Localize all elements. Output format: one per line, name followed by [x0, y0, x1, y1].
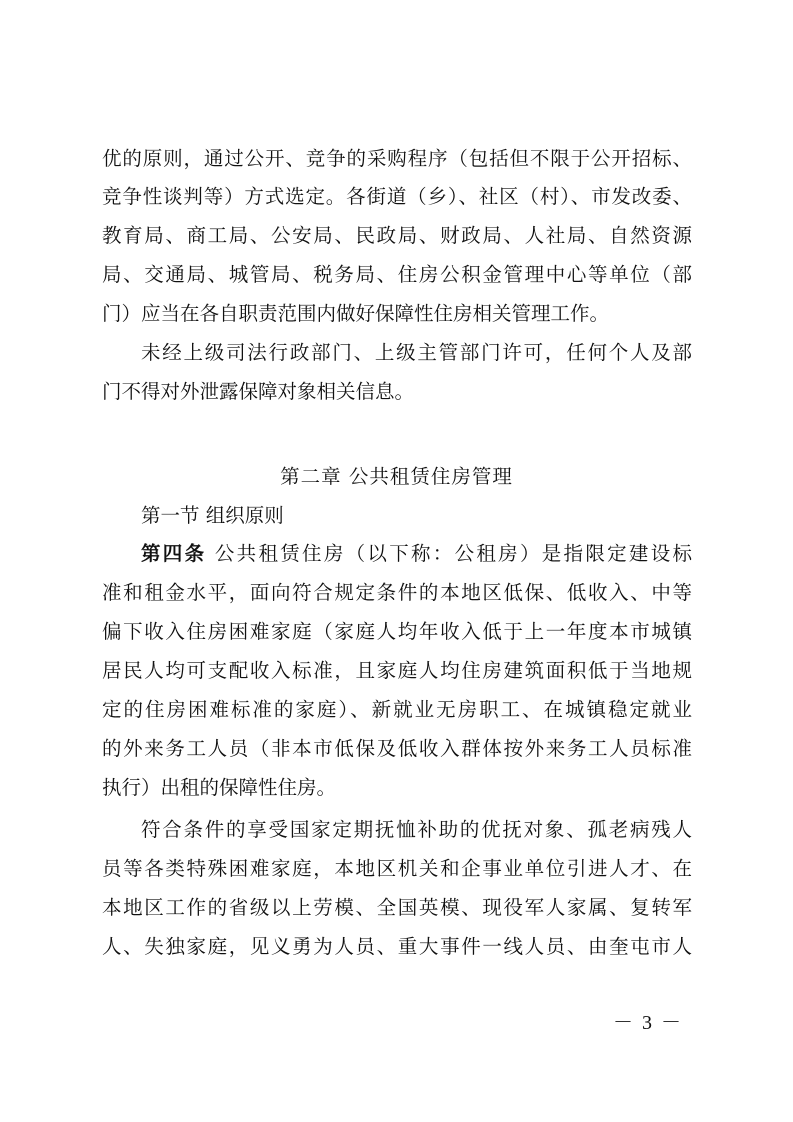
article4-line-7: 执行）出租的保障性住房。 — [102, 776, 337, 799]
chapter-heading: 第二章 公共租赁住房管理 — [280, 465, 513, 488]
para1-line-1: 优的原则，通过公开、竞争的采购程序（包括但不限于公开招标、 — [102, 147, 692, 170]
article4-line-6: 的外来务工人员（非本市低保及低收入群体按外来务工人员标准 — [102, 737, 692, 760]
para1-line-2: 竞争性谈判等）方式选定。各街道（乡）、社区（村）、市发改委、 — [102, 185, 692, 208]
article4-line-4: 居民人均可支配收入标准，且家庭人均住房建筑面积低于当地规 — [102, 659, 692, 682]
para3-line-3: 本地区工作的省级以上劳模、全国英模、现役军人家属、复转军 — [102, 896, 692, 919]
para1-line-3: 教育局、商工局、公安局、民政局、财政局、人社局、自然资源 — [102, 224, 692, 247]
para1-line-4: 局、交通局、城管局、税务局、住房公积金管理中心等单位（部 — [102, 263, 692, 286]
para3-line-4: 人、失独家庭，见义勇为人员、重大事件一线人员、由奎屯市人 — [102, 935, 692, 958]
article4-line-2: 准和租金水平，面向符合规定条件的本地区低保、低收入、中等 — [102, 581, 692, 604]
article4-label: 第四条 — [141, 542, 207, 565]
para1-line-5: 门）应当在各自职责范围内做好保障性住房相关管理工作。 — [102, 302, 610, 325]
article4-line-1 — [141, 539, 692, 569]
para3-line-1: 符合条件的享受国家定期抚恤补助的优抚对象、孤老病残人 — [141, 818, 692, 841]
article4-line-3: 偏下收入住房困难家庭（家庭人均年收入低于上一年度本市城镇 — [102, 620, 692, 643]
article4-first-line-text: 公共租赁住房（以下称：公租房）是指限定建设标 — [206, 542, 692, 565]
article4-line-5: 定的住房困难标准的家庭）、新就业无房职工、在城镇稳定就业 — [102, 698, 692, 721]
para2-line-1: 未经上级司法行政部门、上级主管部门许可，任何个人及部 — [141, 341, 692, 364]
page-number: － 3 － — [613, 1012, 683, 1034]
para2-line-2: 门不得对外泄露保障对象相关信息。 — [102, 380, 415, 403]
para3-line-2: 员等各类特殊困难家庭，本地区机关和企事业单位引进人才、在 — [102, 857, 692, 880]
section-heading: 第一节 组织原则 — [141, 504, 284, 527]
